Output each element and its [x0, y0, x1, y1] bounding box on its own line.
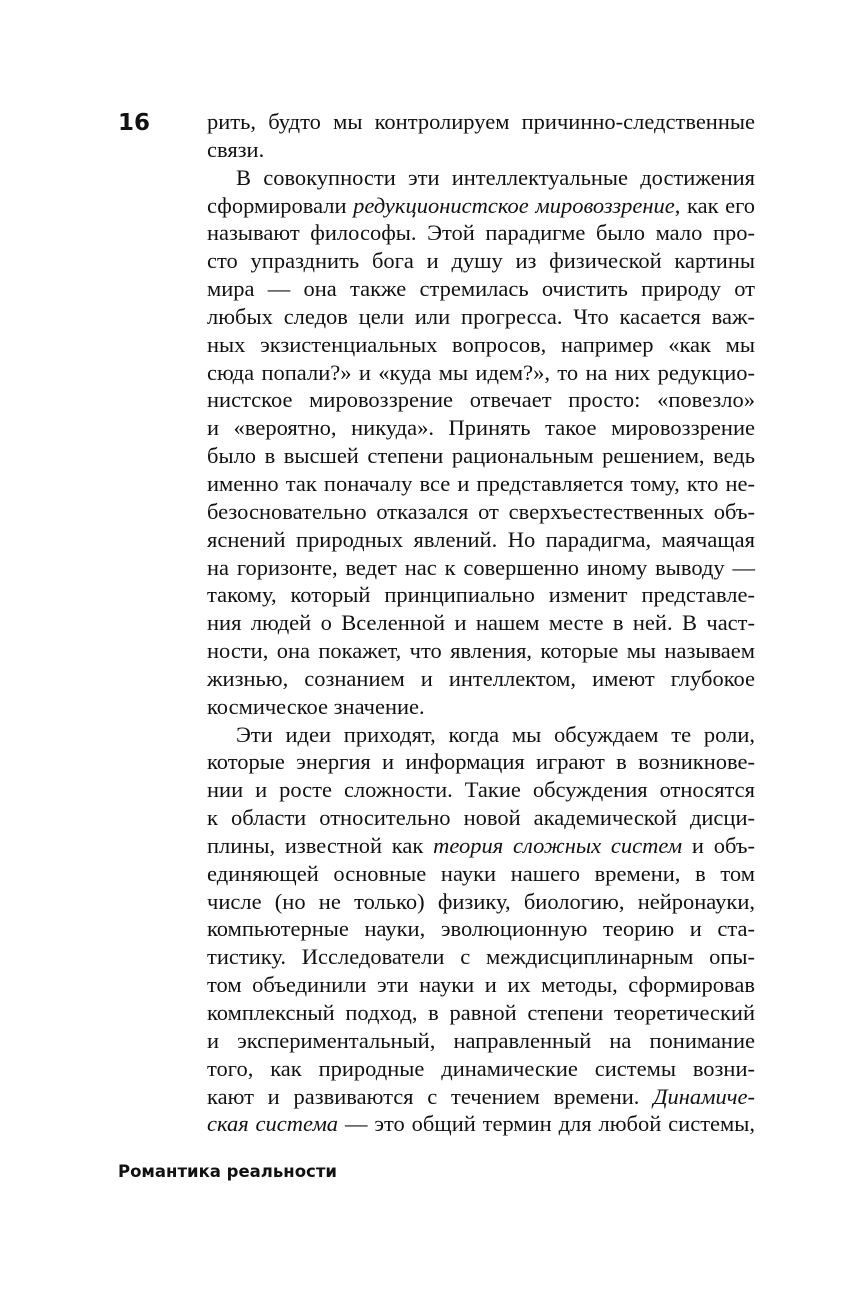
text-line: комплексный подход, в равной степени теоретический — [207, 1000, 755, 1025]
text-line: называют философы. Этой парадигме было мало про- — [207, 220, 755, 246]
text-line — [207, 192, 755, 220]
text-line: на горизонте, ведет нас к совершенно иному выводу — — [207, 554, 755, 580]
text-line: связи. — [207, 136, 265, 162]
text-line: к области относительно новой академической дисци- — [207, 805, 755, 831]
text-line: мира — она также стремилась очистить природу от — [207, 276, 755, 302]
text-fragment: — это общий термин для любой системы, — [338, 1111, 755, 1137]
italic-term: теория сложных систем — [433, 832, 683, 858]
text-line: яснений природных явлений. Но парадигма, маячащая — [207, 526, 755, 552]
text-line: нии и росте сложности. Такие обсуждения относятся — [207, 777, 755, 803]
text-line: единяющей основные науки нашего времени, в том — [207, 860, 755, 886]
text-line: такому, который принципиально изменит представле- — [207, 582, 755, 608]
text-line: ности, она покажет, что явления, которые мы называем — [207, 638, 755, 664]
text-line: любых следов цели или прогресса. Что касается важ- — [207, 303, 755, 329]
text-line: которые энергия и информация играют в возникнове- — [207, 749, 755, 775]
text-fragment: сформировали — [207, 192, 354, 218]
text-line: том объединили эти науки и их методы, сформировав — [207, 972, 755, 998]
text-line: рить, будто мы контролируем причинно-следственные — [207, 109, 755, 134]
text-line: именно так поначалу все и представляется тому, кто не- — [207, 470, 755, 496]
text-line: безосновательно отказался от сверхъестественных объ- — [207, 498, 755, 524]
text-line: и экспериментальный, направленный на понимание — [207, 1027, 755, 1053]
text-line: сюда попали?» и «куда мы идем?», то на них редукцио- — [207, 359, 755, 385]
text-line: ных экзистенциальных вопросов, например «как мы — [207, 331, 755, 357]
text-fragment: кают и развиваются с течением времени. — [207, 1083, 654, 1109]
text-fragment: , как его — [674, 192, 755, 218]
text-line: космическое значение. — [207, 693, 425, 719]
text-line: того, как природные динамические системы возни- — [207, 1055, 755, 1081]
italic-term: Динамиче- — [653, 1083, 755, 1109]
text-fragment: и объ- — [682, 832, 755, 858]
text-line: В совокупности эти интеллектуальные достижения — [236, 164, 755, 190]
text-line: было в высшей степени рациональным решением, ведь — [207, 443, 755, 469]
text-line: тистику. Исследователи с междисциплинарным опы- — [207, 944, 755, 970]
italic-term: ская система — [207, 1111, 339, 1137]
text-line: нистское мировоззрение отвечает просто: «повезло» — [207, 387, 755, 413]
text-line — [207, 1110, 755, 1138]
text-line: сто упразднить бога и душу из физической картины — [207, 248, 755, 274]
text-line: жизнью, сознанием и интеллектом, имеют глубокое — [207, 665, 755, 691]
text-line: Эти идеи приходят, когда мы обсуждаем те роли, — [236, 721, 755, 747]
page-number: 16 — [118, 110, 151, 136]
body-text — [207, 108, 755, 1138]
text-fragment: плины, известной как — [207, 832, 434, 858]
italic-term: редукционистское мировоззрение — [353, 192, 675, 218]
text-line: и «вероятно, никуда». Принять такое мировоззрение — [207, 415, 755, 441]
text-line: числе (но не только) физику, биологию, нейронауки, — [207, 888, 755, 914]
text-line — [207, 832, 755, 860]
text-line: компьютерные науки, эволюционную теорию и ста- — [207, 916, 755, 942]
running-footer: Романтика реальности — [118, 1162, 337, 1181]
text-line: ния людей о Вселенной и нашем месте в ней. В част- — [207, 610, 755, 636]
text-line — [207, 1083, 755, 1111]
